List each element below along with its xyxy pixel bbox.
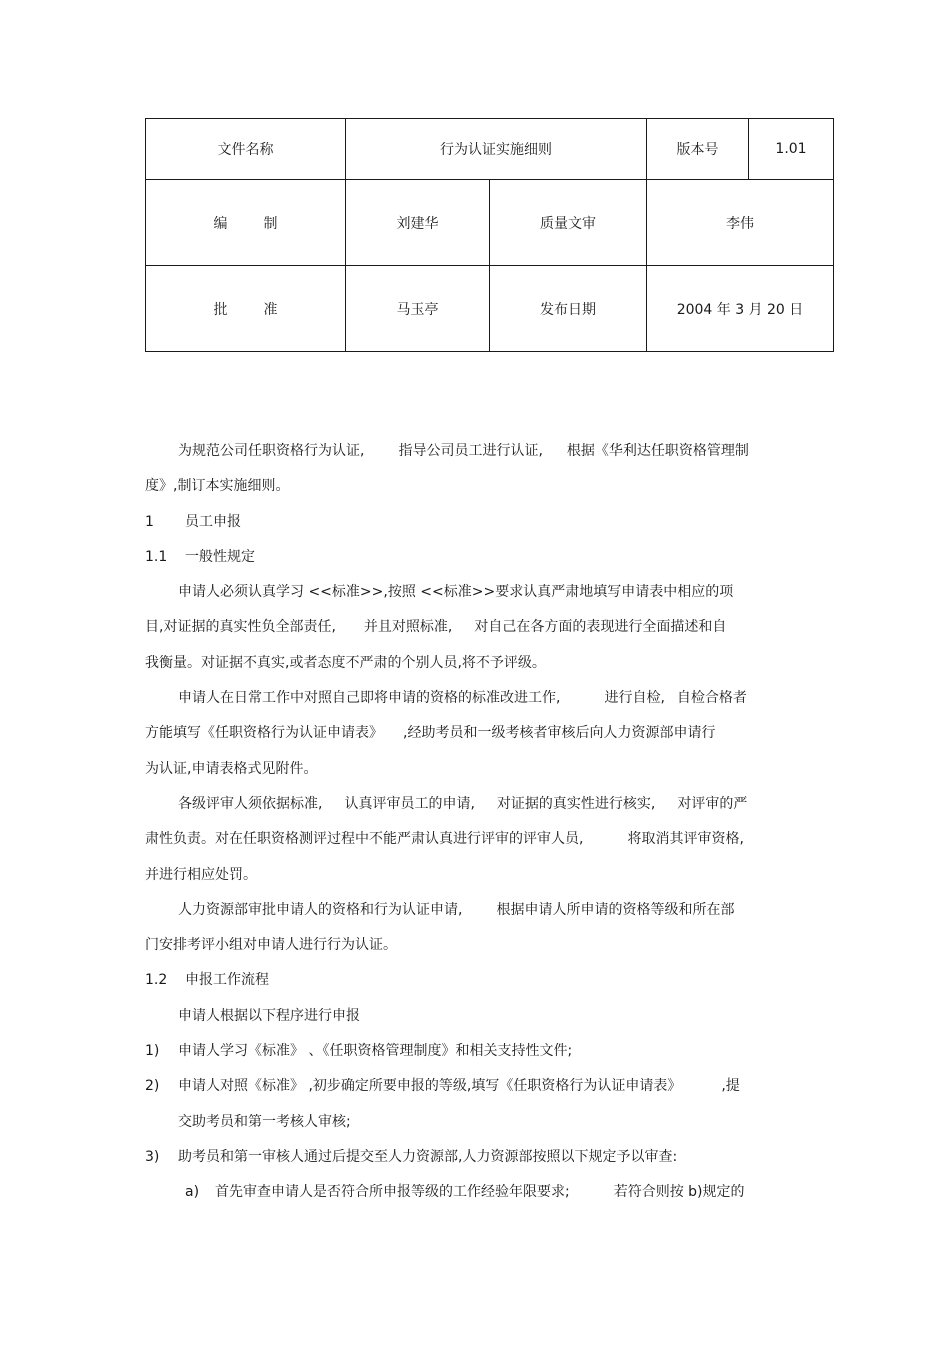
step-text: 若符合则按 b)规定的: [613, 1184, 745, 1201]
section-title: 员工申报: [185, 513, 241, 530]
paragraph-1-line-2: [145, 613, 810, 648]
paragraph-4-line-1: [145, 896, 810, 931]
release-label: 发布日期: [490, 266, 647, 352]
approver-value: 马玉亭: [346, 266, 490, 352]
paragraph-5: 申请人根据以下程序进行申报: [178, 1007, 360, 1024]
approve-label: 批准: [213, 301, 314, 318]
section-title: 一般性规定: [185, 548, 255, 565]
paragraph-text: 对证据的真实性进行核实,: [496, 795, 656, 812]
intro-text: 指导公司员工进行认证,: [398, 443, 543, 459]
header-row-2: [146, 180, 834, 266]
intro-line-2: 度》,制订本实施细则。: [145, 478, 290, 495]
step-2-line-2: 交助考员和第一考核人审核;: [178, 1113, 351, 1130]
document-body: [145, 437, 810, 1214]
paragraph-4-line-2: 门安排考评小组对申请人进行行为认证。: [145, 937, 397, 954]
release-date-value: 2004 年 3 月 20 日: [647, 266, 834, 352]
paragraph-1-line-1: 申请人必须认真学习 <<标准>>,按照 <<标准>>要求认真严肃地填写申请表中相应的项: [178, 584, 734, 601]
paragraph-2-line-3: 为认证,申请表格式见附件。: [145, 760, 318, 777]
paragraph-text: 申请人在日常工作中对照自己即将申请的资格的标准改进工作,: [178, 690, 561, 707]
version-label: 版本号: [647, 119, 749, 180]
paragraph-text: 各级评审人须依据标准,: [178, 795, 323, 812]
step-number: a): [185, 1184, 200, 1201]
step-2-line-1: [145, 1072, 810, 1107]
section-1-heading: [145, 508, 810, 543]
intro-line-1: [145, 437, 810, 472]
section-1-2-heading: [145, 966, 810, 1001]
header-row-1: [146, 119, 834, 180]
paragraph-1-line-3: 我衡量。对证据不真实,或者态度不严肃的个别人员,将不予评级。: [145, 654, 546, 671]
step-1: [145, 1037, 810, 1072]
paragraph-text: 进行自检,: [604, 690, 665, 707]
paragraph-3-line-3: 并进行相应处罚。: [145, 866, 257, 883]
step-number: 3): [145, 1148, 160, 1165]
reviewer-value: 李伟: [647, 180, 834, 266]
section-number: 1.1: [145, 548, 168, 565]
review-label: 质量文审: [490, 180, 647, 266]
section-number: 1.2: [145, 972, 168, 989]
paragraph-text: 人力资源部审批申请人的资格和行为认证申请,: [178, 901, 463, 918]
document-header-table: [145, 118, 834, 352]
step-text: 申请人学习《标准》 、《任职资格管理制度》和相关支持性文件;: [178, 1043, 573, 1060]
editor-label-cell: [146, 180, 346, 266]
approve-label-cell: [146, 266, 346, 352]
paragraph-text: 认真评审员工的申请,: [344, 795, 475, 812]
paragraph-3-line-1: [145, 790, 810, 825]
paragraph-text: 自检合格者: [676, 690, 747, 707]
intro-text: 根据《华利达任职资格管理制: [566, 443, 749, 459]
file-name-value: 行为认证实施细则: [346, 119, 647, 180]
paragraph-text: 根据申请人所申请的资格等级和所在部: [496, 901, 735, 918]
step-a: [145, 1178, 810, 1213]
version-value: 1.01: [749, 119, 834, 180]
step-text: 首先审查申请人是否符合所申报等级的工作经验年限要求;: [215, 1184, 570, 1201]
step-text: 申请人对照《标准》 ,初步确定所要申报的等级,填写《任职资格行为认证申请表》: [178, 1078, 682, 1095]
section-1-1-heading: [145, 543, 810, 578]
paragraph-text: 对评审的严: [677, 795, 748, 812]
step-3: [145, 1143, 810, 1178]
paragraph-text: 目,对证据的真实性负全部责任,: [145, 619, 336, 636]
file-name-label: 文件名称: [146, 119, 346, 180]
paragraph-text: 肃性负责。对在任职资格测评过程中不能严肃认真进行评审的评审人员,: [145, 831, 584, 848]
intro-text: 为规范公司任职资格行为认证,: [178, 443, 365, 459]
paragraph-text: 将取消其评审资格,: [627, 831, 744, 848]
section-title: 申报工作流程: [185, 972, 269, 989]
editor-value: 刘建华: [346, 180, 490, 266]
step-text: ,提: [721, 1078, 740, 1095]
editor-label: 编制: [213, 215, 314, 232]
paragraph-2-line-1: [145, 684, 810, 719]
section-number: 1: [145, 513, 154, 530]
paragraph-text: ,经助考员和一级考核者审核后向人力资源部申请行: [403, 725, 716, 742]
paragraph-text: 方能填写《任职资格行为认证申请表》: [145, 725, 383, 742]
paragraph-2-line-2: [145, 719, 810, 754]
paragraph-text: 对自己在各方面的表现进行全面描述和自: [474, 619, 727, 636]
header-row-3: [146, 266, 834, 352]
step-text: 助考员和第一审核人通过后提交至人力资源部,人力资源部按照以下规定予以审查:: [178, 1148, 678, 1165]
paragraph-3-line-2: [145, 825, 810, 860]
step-number: 1): [145, 1043, 160, 1060]
paragraph-text: 并且对照标准,: [363, 619, 453, 636]
step-number: 2): [145, 1078, 160, 1095]
